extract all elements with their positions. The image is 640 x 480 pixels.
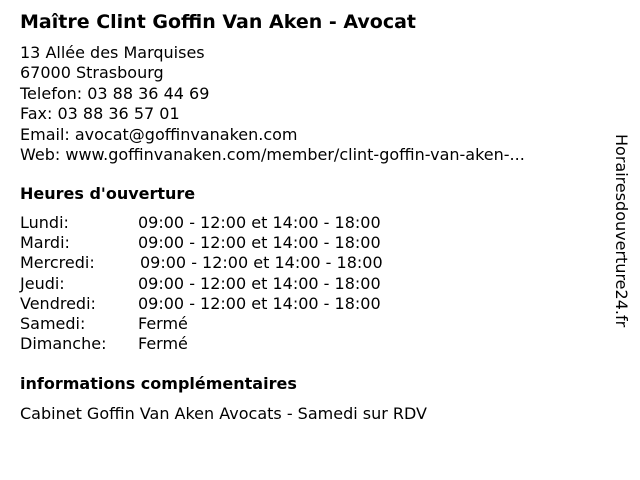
day-hours: Fermé: [138, 314, 188, 334]
day-label: Lundi:: [20, 213, 69, 232]
day-label: Mardi:: [20, 233, 70, 253]
page-title: Maître Clint Goffin Van Aken - Avocat: [20, 11, 416, 33]
hours-row-saturday: [20, 314, 383, 334]
day-hours: Fermé: [138, 334, 188, 354]
phone-number: Telefon: 03 88 36 44 69: [20, 83, 210, 103]
email-address: Email: avocat@goffinvanaken.com: [20, 124, 298, 144]
hours-row-tuesday: [20, 233, 383, 253]
hours-row-sunday: [20, 334, 383, 354]
day-hours: 09:00 - 12:00 et 14:00 - 18:00: [138, 293, 381, 313]
opening-hours-table: [20, 213, 383, 354]
hours-row-thursday: [20, 274, 383, 294]
fax-number: Fax: 03 88 36 57 01: [20, 104, 180, 124]
contact-block: [20, 43, 525, 165]
day-label: Vendredi:: [20, 293, 96, 313]
address-street: 13 Allée des Marquises: [20, 43, 205, 62]
info-text: Cabinet Goffin Van Aken Avocats - Samedi sur RDV: [20, 404, 427, 423]
hours-row-friday: [20, 294, 383, 314]
day-hours: 09:00 - 12:00 et 14:00 - 18:00: [140, 253, 383, 273]
hours-row-wednesday: [20, 253, 383, 273]
info-heading: informations complémentaires: [20, 374, 297, 393]
day-label: Mercredi:: [20, 253, 95, 273]
day-hours: 09:00 - 12:00 et 14:00 - 18:00: [138, 233, 381, 253]
watermark-text: Horairesdouverture24.fr: [612, 134, 631, 328]
day-hours: 09:00 - 12:00 et 14:00 - 18:00: [138, 273, 381, 293]
website-url: Web: www.goffinvanaken.com/member/clint-goffin-van-aken-...: [20, 145, 525, 165]
day-label: Dimanche:: [20, 334, 107, 354]
address-city: 67000 Strasbourg: [20, 63, 164, 83]
day-label: Jeudi:: [20, 273, 65, 293]
hours-heading: Heures d'ouverture: [20, 184, 196, 203]
day-label: Samedi:: [20, 314, 86, 334]
day-hours: 09:00 - 12:00 et 14:00 - 18:00: [138, 213, 381, 232]
hours-row-monday: [20, 213, 383, 233]
